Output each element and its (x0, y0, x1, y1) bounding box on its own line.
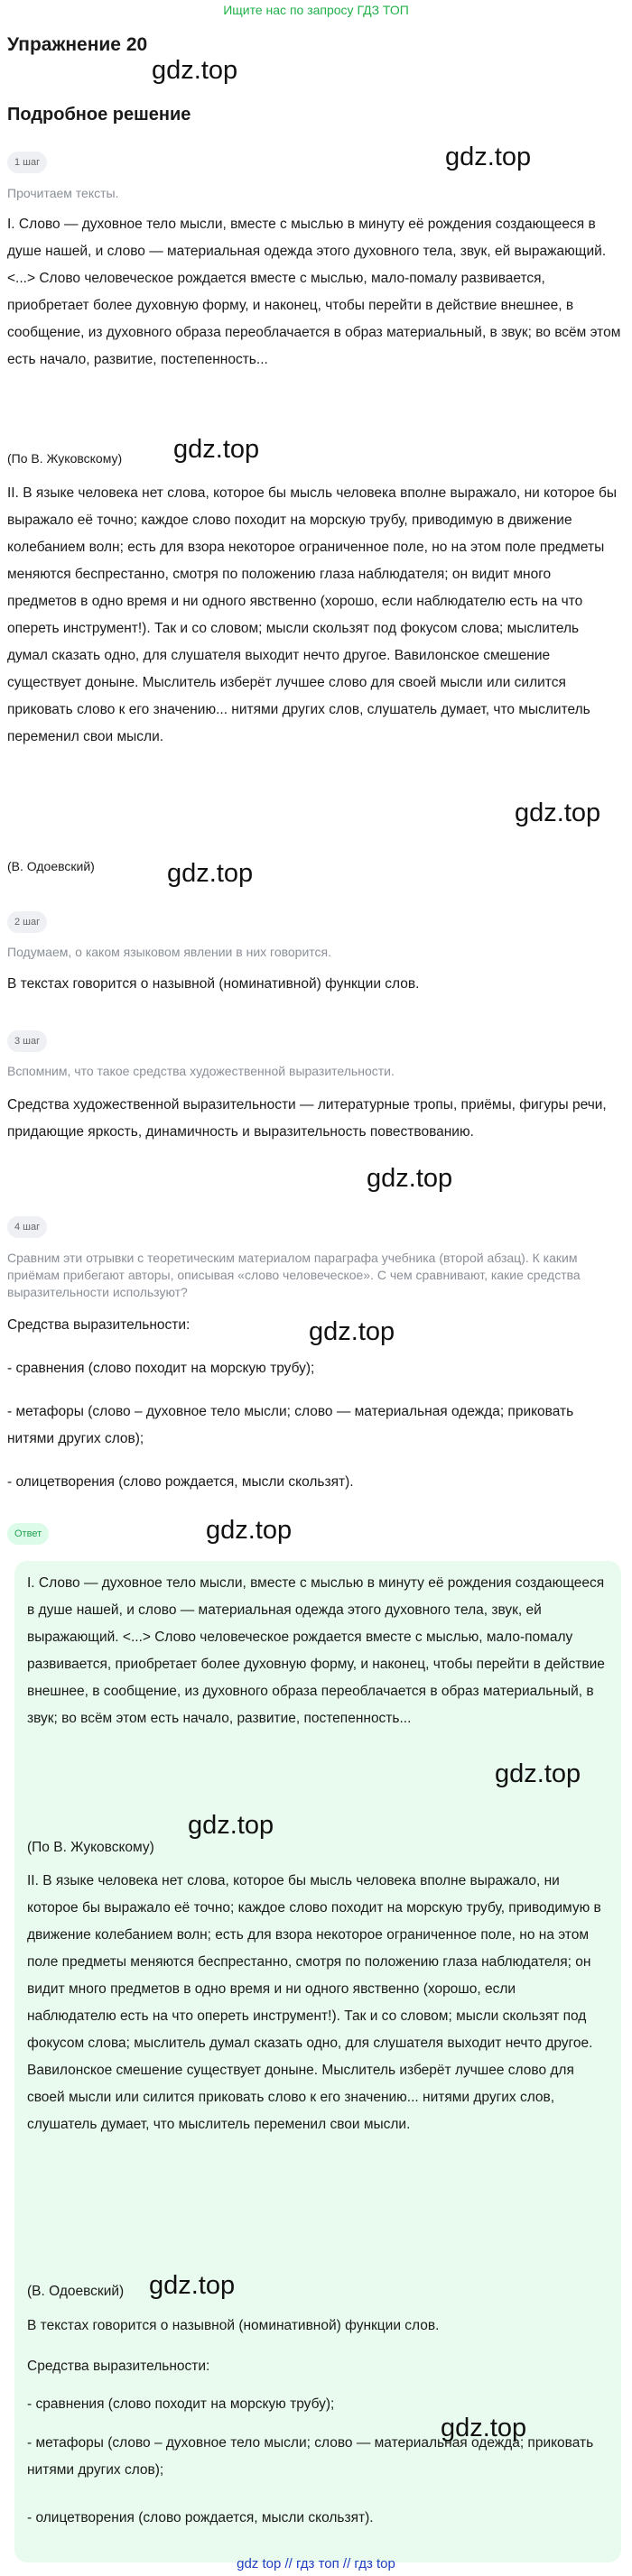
step-badge: 4 шаг (7, 1216, 47, 1238)
answer-text-6: - метафоры (слово – духовное тело мысли; слово — материальная одежда; приковать нитями других слов); (27, 2435, 594, 2478)
step-1-text-2: II. В языке человека нет слова, которое бы мысль человека вполне выражало, ни которое бы выражало её точно; каждое слово походит на морскую трубу, приводимую в движение колебанием волн; есть для взора некоторое ограниченное поле, но на этом поле предметы меняются беспрестанно, смотря по положению глаза наблюдателя; он видит много предметов в одно время и ни одного явственно (хорошо, если наблюдателю есть на что опереть инструмент!). Так и со словом; мысли скользят под фокусом слова; мыслитель думал сказать одно, для слушателя выходит нечто другое. Вавилонское смешение существует доныне. Мыслитель изберёт лучшее слово для своей мысли или силится приковать слово к его значению... нитями других слов, слушатель думает, что мыслитель переменил свои мысли. (7, 485, 618, 744)
answer-badge: Ответ (7, 1523, 49, 1545)
watermark: gdz.top (515, 799, 601, 827)
watermark: gdz.top (152, 56, 238, 85)
exercise-title: Упражнение 20 (7, 34, 148, 55)
step-4-text-3: - метафоры (слово – духовное тело мысли; слово — материальная одежда; приковать нитями других слов); (7, 1404, 574, 1446)
footer-links[interactable]: gdz top // гдз топ // гдз top (237, 2556, 395, 2571)
answer-text-1: I. Слово — духовное тело мысли, вместе с мыслью в минуту её рождения создающееся в душе нашей, и слово — материальная одежда этого духовного тела, звук, ей выражающий. <...> Слово человеческое рождается вместе с мыслью, мало-помалу развивается, приобретает более духовную форму, и наконец, чтобы перейти в действие внешнее, в сообщение, из духовного образа переоблачается в образ материальный, в звук; во всём этом есть начало, развитие, постепенность... (27, 1575, 605, 1726)
watermark: gdz.top (149, 2271, 236, 2300)
answer-text-5: - сравнения (слово походит на морскую трубу); (27, 2396, 335, 2412)
step-hint: Вспомним, что такое средства художественной выразительности. (7, 1064, 395, 1078)
answer-text-4: Средства выразительности: (27, 2359, 210, 2374)
answer-text-3: В текстах говорится о назывной (номинативной) функции слов. (27, 2318, 440, 2333)
watermark: gdz.top (441, 2414, 527, 2442)
step-4-text-1: Средства выразительности: (7, 1317, 191, 1333)
watermark: gdz.top (206, 1516, 293, 1545)
top-banner[interactable]: Ищите нас по запросу ГДЗ ТОП (223, 3, 409, 17)
answer-author-2: (В. Одоевский) (27, 2284, 125, 2299)
watermark: gdz.top (188, 1811, 274, 1840)
watermark: gdz.top (167, 859, 254, 888)
watermark: gdz.top (445, 143, 532, 171)
answer-author-1: (По В. Жуковскому) (27, 1840, 154, 1855)
watermark: gdz.top (495, 1759, 581, 1788)
watermark: gdz.top (367, 1164, 453, 1193)
step-badge: 1 шаг (7, 152, 47, 173)
step-4-text-2: - сравнения (слово походит на морскую трубу); (7, 1361, 315, 1376)
step-hint: Подумаем, о каком языковом явлении в них говорится. (7, 945, 332, 959)
step-4-text-4: - олицетворения (слово рождается, мысли скользят). (7, 1474, 354, 1490)
step-hint: Сравним эти отрывки с теоретическим материалом параграфа учебника (второй абзац). К каким приёмам прибегают авторы, описывая «слово человеческое». С чем сравнивают, какие средства выразительности используют? (7, 1251, 581, 1299)
step-hint: Прочитаем тексты. (7, 186, 119, 200)
section-title: Подробное решение (7, 105, 191, 125)
answer-text-7: - олицетворения (слово рождается, мысли скользят). (27, 2510, 374, 2525)
step-2-text: В текстах говорится о назывной (номинативной) функции слов. (7, 976, 420, 992)
answer-text-2: II. В языке человека нет слова, которое бы мысль человека вполне выражало, ни которое бы выражало её точно; каждое слово походит на морскую трубу, приводимую в движение колебанием волн; есть для взора некоторое ограниченное поле, но на этом поле предметы меняются беспрестанно, смотря по положению глаза наблюдателя; он видит много предметов в одно время и ни одного явственно (хорошо, если наблюдателю есть на что опереть инструмент!). Так и со словом; мысли скользят под фокусом слова; мыслитель думал сказать одно, для слушателя выходит нечто другое. Вавилонское смешение существует доныне. Мыслитель изберёт лучшее слово для своей мысли или силится приковать слово к его значению... нитями других слов, слушатель думает, что мыслитель переменил свои мысли. (27, 1873, 601, 2132)
watermark: gdz.top (309, 1317, 395, 1346)
step-3-text: Средства художественной выразительности — литературные тропы, приёмы, фигуры речи, придающие яркость, динамичность и выразительность повествованию. (7, 1097, 607, 1140)
step-1-author-1: (По В. Жуковскому) (7, 451, 123, 466)
step-badge: 3 шаг (7, 1030, 47, 1052)
watermark: gdz.top (173, 435, 260, 464)
step-1-text-1: I. Слово — духовное тело мысли, вместе с мыслью в минуту её рождения создающееся в душе нашей, и слово — материальная одежда этого духовного тела, звук, ей выражающий. <...> Слово человеческое рождается вместе с мыслью, мало-помалу развивается, приобретает более духовную форму, и наконец, чтобы перейти в действие внешнее, в сообщение, из духовного образа переоблачается в образ материальный, в звук; во всём этом есть начало, развитие, постепенность... (7, 217, 621, 367)
step-1-author-2: (В. Одоевский) (7, 859, 95, 873)
step-badge: 2 шаг (7, 911, 47, 933)
